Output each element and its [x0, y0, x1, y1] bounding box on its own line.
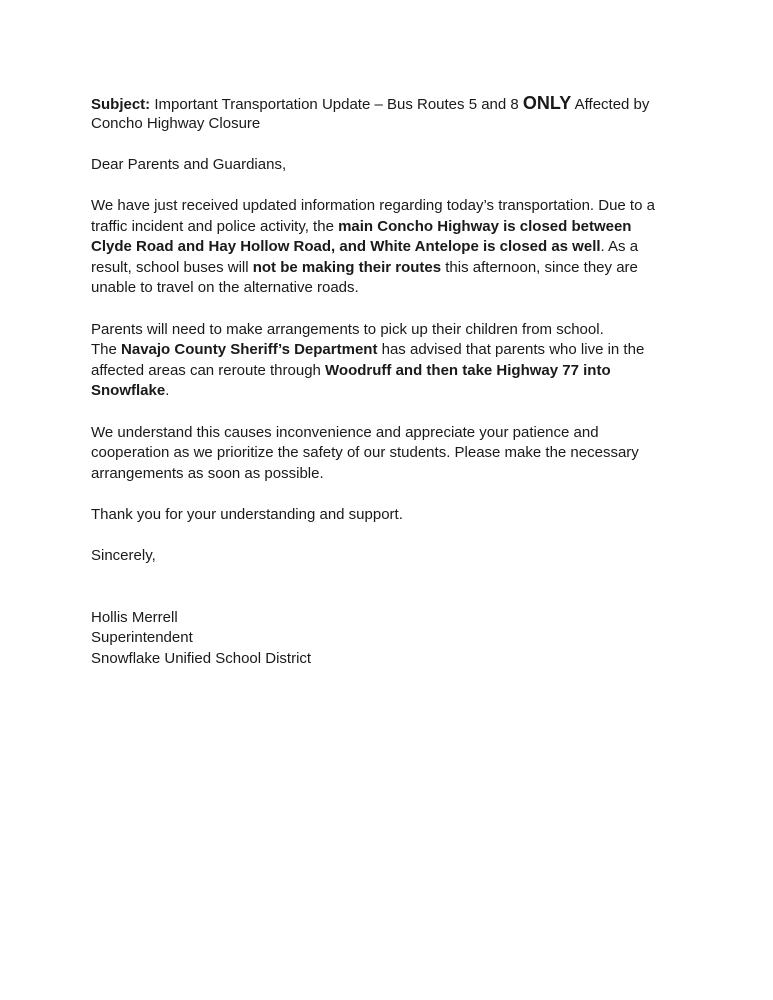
letter-line [91, 340, 655, 361]
letter-line [91, 278, 655, 299]
emphasized-text: ONLY [522, 93, 572, 113]
text-run: Sincerely, [91, 547, 156, 565]
text-run: Affected by [571, 96, 650, 113]
text-run: Snowflake Unified School District [91, 650, 312, 668]
blank-line [91, 567, 655, 588]
emphasized-text: Woodruff and then take Highway 77 into [325, 361, 611, 379]
letter-line [91, 505, 655, 526]
text-run: Hollis Merrell [91, 608, 178, 626]
text-run: cooperation as we prioritize the safety of our students. Please make the necessary [91, 444, 639, 462]
blank-line [91, 134, 655, 155]
letter-line [91, 320, 655, 341]
emphasized-text: Navajo County Sheriff’s Department [121, 341, 378, 359]
text-run: affected areas can reroute through [91, 361, 326, 379]
text-run: result, school buses will [91, 258, 253, 276]
text-run: The [91, 341, 122, 359]
text-run: Thank you for your understanding and support. [91, 505, 403, 523]
blank-line [91, 587, 655, 608]
text-run: Superintendent [91, 629, 193, 647]
emphasized-text: not be making their routes [252, 258, 442, 276]
letter-line [91, 361, 655, 382]
text-run: . As a [600, 238, 639, 256]
text-run: arrangements as soon as possible. [91, 464, 324, 482]
blank-line [91, 484, 655, 505]
blank-line [91, 525, 655, 546]
letter-line [91, 237, 655, 258]
letter-line [91, 93, 655, 114]
blank-line [91, 402, 655, 423]
letter-line [91, 258, 655, 279]
letter-line [91, 155, 655, 176]
text-run: this afternoon, since they are [441, 258, 638, 276]
emphasized-text: Snowflake [91, 382, 166, 400]
letter-line [91, 217, 655, 238]
blank-line [91, 299, 655, 320]
letter-line [91, 628, 655, 649]
letter-line [91, 114, 655, 135]
emphasized-text: Clyde Road and Hay Hollow Road, and White Antelope is closed as well [91, 238, 601, 256]
text-run: unable to travel on the alternative roads. [91, 279, 359, 297]
text-run: traffic incident and police activity, the [91, 217, 339, 235]
emphasized-text: main Concho Highway is closed between [338, 217, 632, 235]
letter-line [91, 196, 655, 217]
text-run: Dear Parents and Guardians, [91, 155, 287, 173]
text-run: We have just received updated information regarding today’s transportation. Due to a [91, 196, 655, 214]
text-run: . [165, 382, 170, 400]
blank-line [91, 175, 655, 196]
letter-line [91, 464, 655, 485]
text-run: Important Transportation Update – Bus Routes 5 and 8 [150, 96, 523, 113]
letter-line [91, 423, 655, 444]
emphasized-text: Subject: [91, 96, 151, 113]
letter-line [91, 608, 655, 629]
text-run: Parents will need to make arrangements to pick up their children from school. [91, 320, 604, 338]
letter-line [91, 443, 655, 464]
letter-line [91, 649, 655, 670]
letter-line [91, 546, 655, 567]
text-run: We understand this causes inconvenience and appreciate your patience and [91, 423, 599, 441]
text-run: Concho Highway Closure [91, 114, 261, 132]
text-run: has advised that parents who live in the [377, 341, 645, 359]
letter-line [91, 381, 655, 402]
letter-body [91, 93, 655, 670]
